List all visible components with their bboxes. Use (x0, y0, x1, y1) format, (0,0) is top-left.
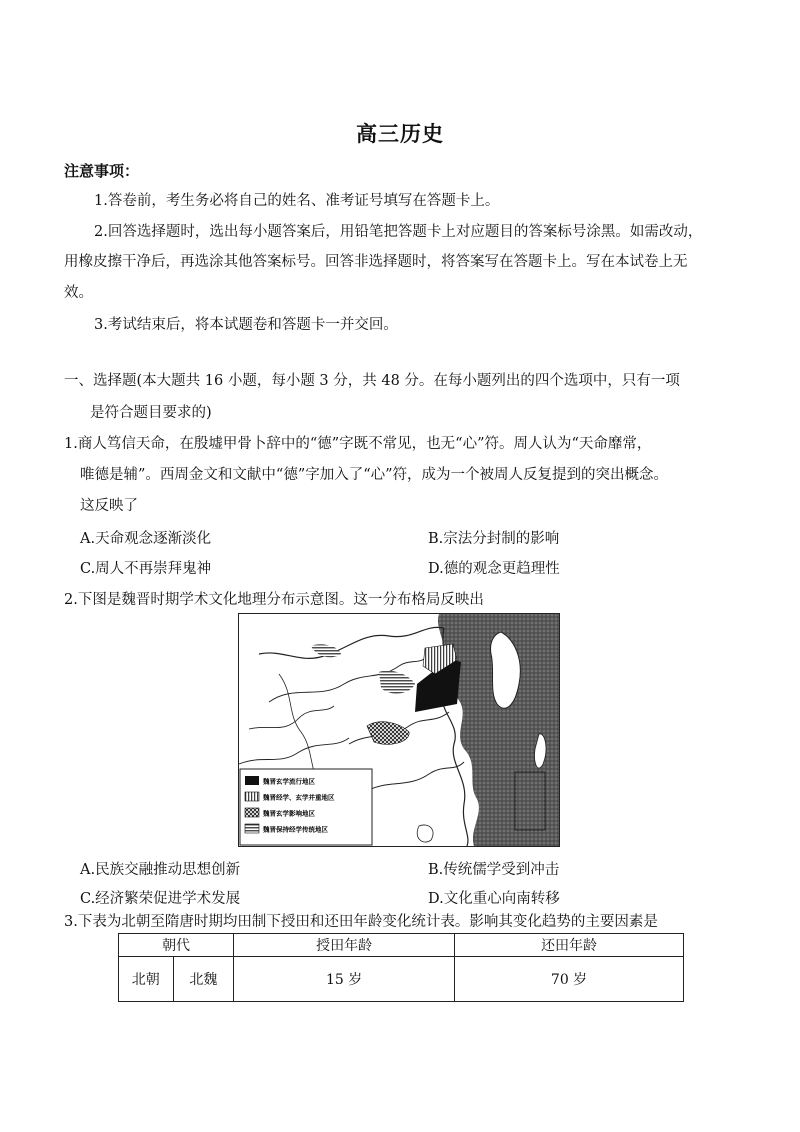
legend-label-4: 魏晋保持经学传统地区 (263, 825, 328, 834)
island-south (417, 825, 433, 842)
notice-item-2-line-1: 2.回答选择题时，选出每小题答案后，用铅笔把答题卡上对应题目的答案标号涂黑。如需改动， (94, 224, 703, 240)
table-cell-period: 北朝 (119, 957, 174, 1002)
notice-item-2-line-2: 用橡皮擦干净后，再选涂其他答案标号。回答非选择题时，将答案写在答题卡上。写在本试卷上无 (64, 254, 688, 270)
legend-swatch-1 (245, 776, 259, 785)
section-1-heading-line-2: 是符合题目要求的) (90, 405, 212, 421)
legend-swatch-4 (245, 824, 259, 833)
q1-stem-line-3: 这反映了 (80, 498, 138, 514)
legend-label-1: 魏晋玄学流行地区 (263, 777, 315, 786)
q1-stem-line-2: 唯德是辅”。西周金文和文献中“德”字加入了“心”符，成为一个被周人反复提到的突出概念。 (80, 467, 669, 483)
notice-item-2-line-3: 效。 (64, 285, 93, 301)
region-jingxue-tradition-2 (311, 644, 341, 657)
notice-heading: 注意事项： (64, 162, 140, 180)
q3-stem: 3.下表为北朝至隋唐时期均田制下授田和还田年龄变化统计表。影响其变化趋势的主要因素是 (64, 914, 658, 930)
q1-option-a: A.天命观念逐渐淡化 (80, 531, 212, 547)
q1-option-b: B.宗法分封制的影响 (428, 531, 560, 547)
table-row (119, 957, 684, 1002)
table-cell-grant-age: 15 岁 (234, 957, 455, 1002)
q1-option-c: C.周人不再崇拜鬼神 (80, 561, 212, 577)
western-river-2 (239, 738, 349, 764)
q1-option-d: D.德的观念更趋理性 (428, 561, 560, 577)
legend-label-3: 魏晋玄学影响地区 (263, 809, 315, 818)
q2-option-a: A.民族交融推动思想创新 (80, 862, 241, 878)
table-header-row (119, 934, 684, 957)
culture-distribution-map (238, 613, 560, 847)
q2-option-d: D.文化重心向南转移 (428, 891, 560, 907)
q2-option-b: B.传统儒学受到冲击 (428, 862, 560, 878)
section-1-heading-line-1: 一、选择题(本大题共 16 小题，每小题 3 分，共 48 分。在每小题列出的四个选项中，只有一项 (64, 373, 680, 389)
legend-label-2: 魏晋经学、玄学并重地区 (263, 793, 335, 802)
legend-swatch-3 (245, 808, 259, 817)
q2-stem: 2.下图是魏晋时期学术文化地理分布示意图。这一分布格局反映出 (64, 592, 484, 608)
table-header-dynasty: 朝代 (119, 934, 234, 957)
table-cell-dynasty: 北魏 (173, 957, 234, 1002)
notice-item-3: 3.考试结束后，将本试题卷和答题卡一并交回。 (94, 317, 398, 333)
legend-swatch-2 (245, 792, 259, 801)
region-jingxue-tradition-1 (379, 671, 415, 694)
map-figure (239, 614, 559, 846)
table-cell-return-age: 70 岁 (455, 957, 684, 1002)
region-xuanxue-influence (367, 722, 409, 745)
q2-option-c: C.经济繁荣促进学术发展 (80, 891, 241, 907)
notice-item-1: 1.答卷前，考生务必将自己的姓名、准考证号填写在答题卡上。 (94, 193, 500, 209)
allotment-age-table (118, 933, 684, 1002)
q1-stem-line-1: 1.商人笃信天命，在殷墟甲骨卜辞中的“德”字既不常见，也无“心”符。周人认为“天命靡常， (64, 436, 652, 452)
table-header-return-age: 还田年龄 (455, 934, 684, 957)
table-header-grant-age: 授田年龄 (234, 934, 455, 957)
page-title: 高三历史 (356, 121, 444, 146)
northern-border (259, 627, 444, 658)
